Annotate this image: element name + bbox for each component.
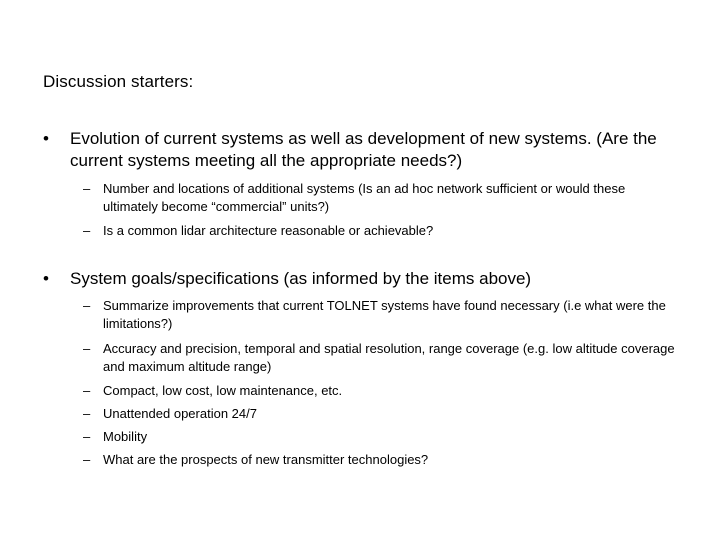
sub-bullet-text: Mobility <box>103 429 148 444</box>
sub-bullet-marker: – <box>83 223 91 238</box>
sub-bullet-marker: – <box>83 341 91 356</box>
sub-bullet-text: Unattended operation 24/7 <box>103 406 257 421</box>
sub-bullet-marker: – <box>83 406 91 421</box>
sub-bullet-marker: – <box>83 383 91 398</box>
slide-heading: Discussion starters: <box>43 72 194 91</box>
sub-bullet-text: Number and locations of additional systems (Is an ad hoc network sufficient or would these ultimately become “commercial” units?) <box>103 181 626 214</box>
bullet-marker: • <box>43 269 49 288</box>
sub-bullet-text: Summarize improvements that current TOLNET systems have found necessary (i.e what were the limitations?) <box>103 298 666 331</box>
bullet-evolution <box>43 128 683 172</box>
bullet-text: System goals/specifications (as informed by the items above) <box>70 269 532 288</box>
sub-bullet-text: Accuracy and precision, temporal and spatial resolution, range coverage (e.g. low altitude coverage and maximum altitude range) <box>103 341 675 374</box>
sub-bullet-text: What are the prospects of new transmitter technologies? <box>103 452 429 467</box>
sub-bullet-marker: – <box>83 181 91 196</box>
sub-bullet-marker: – <box>83 298 91 313</box>
sub-bullet-text: Is a common lidar architecture reasonable or achievable? <box>103 223 434 238</box>
sub-bullet-marker: – <box>83 429 91 444</box>
sub-bullet-marker: – <box>83 452 91 467</box>
bullet-text: Evolution of current systems as well as development of new systems. (Are the current systems meeting all the appropriate needs?) <box>70 129 657 170</box>
sub-bullet-text: Compact, low cost, low maintenance, etc. <box>103 383 343 398</box>
bullet-marker: • <box>43 129 49 148</box>
